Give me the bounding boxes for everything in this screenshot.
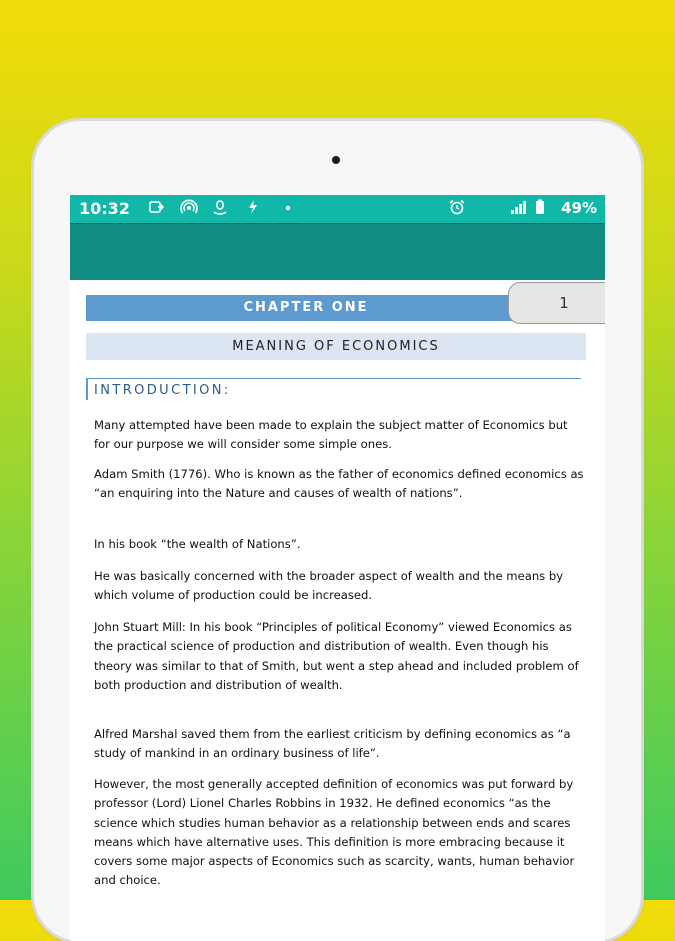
paragraph: Many attempted have been made to explain the subject matter of Economics but for our purpose we will consider some simple ones. bbox=[94, 418, 568, 452]
section-heading: INTRODUCTION: bbox=[86, 378, 581, 400]
paragraph: Alfred Marshal saved them from the earliest criticism by defining economics as “a study of mankind in an ordinary business of life”. bbox=[94, 727, 571, 761]
paragraph: He was basically concerned with the broader aspect of wealth and the means by which volume of production could be increased. bbox=[94, 569, 564, 603]
chapter-heading: CHAPTER ONE bbox=[86, 295, 526, 321]
paragraph: Adam Smith (1776). Who is known as the father of economics defined economics as “an enquiring into the Nature and causes of wealth of nations”. bbox=[94, 467, 584, 501]
bolt-icon bbox=[247, 199, 259, 220]
status-time: 10:32 bbox=[79, 199, 130, 218]
dot-icon bbox=[284, 199, 292, 220]
chapter-title: MEANING OF ECONOMICS bbox=[86, 333, 586, 360]
tablet-frame bbox=[34, 121, 641, 941]
app-bar bbox=[70, 224, 605, 280]
battery-icon bbox=[535, 199, 545, 220]
camera-dot bbox=[332, 156, 340, 164]
screenshot-icon bbox=[148, 199, 164, 220]
paragraph: John Stuart Mill: In his book “Principles of political Economy” viewed Economics as the practical science of production and distribution of wealth. Even though his theory was similar to that of Smith, but went a step ahead and included problem of both production and distribution of wealth. bbox=[94, 620, 579, 692]
document-page[interactable] bbox=[70, 280, 605, 941]
battery-percentage: 49% bbox=[561, 199, 597, 217]
hotspot-icon bbox=[180, 199, 198, 220]
paragraph: However, the most generally accepted definition of economics was put forward by professor (Lord) Lionel Charles Robbins in 1932. He defined economics “as the science which studies human behavior as a relationship between ends and scares means which have alternative uses. This definition is more embracing because it covers some major aspects of Economics such as scarcity, wants, human behavior and choice. bbox=[94, 777, 575, 888]
device-screen bbox=[70, 195, 605, 941]
signal-icon bbox=[510, 199, 530, 220]
data-saver-icon bbox=[211, 199, 229, 220]
alarm-icon bbox=[448, 199, 466, 220]
page-number-tab: 1 bbox=[508, 282, 605, 324]
paragraph: In his book “the wealth of Nations”. bbox=[94, 537, 301, 551]
status-bar bbox=[70, 195, 605, 224]
